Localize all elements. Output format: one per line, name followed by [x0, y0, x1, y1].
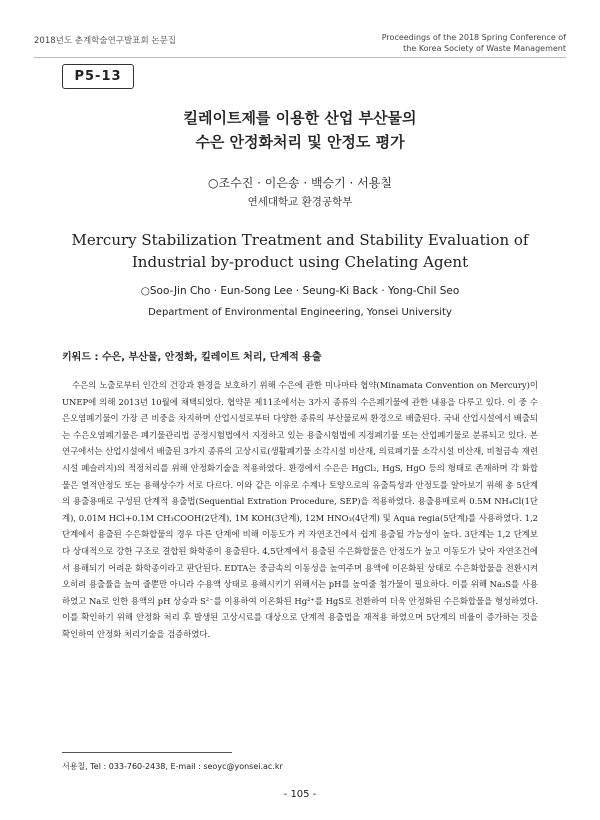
header-divider	[34, 57, 566, 58]
running-header-right	[326, 32, 566, 54]
english-title	[0, 229, 600, 273]
korean-affiliation: 연세대학교 환경공학부	[247, 196, 353, 208]
footnote-divider	[62, 752, 232, 753]
running-header-left: 2018년도 춘계학술연구발표회 논문집	[34, 36, 176, 46]
page-number: - 105 -	[283, 789, 317, 800]
korean-title	[0, 106, 600, 154]
running-header-right-line2: the Korea Society of Waste Management	[403, 44, 566, 53]
korean-authors: ○조수진 · 이은송 · 백승기 · 서용칠	[208, 176, 392, 190]
english-affiliation: Department of Environmental Engineering, Yonsei University	[148, 307, 452, 318]
abstract-paragraph: 수은의 노출로부터 인간의 건강과 환경을 보호하기 위해 수은에 관한 미나마타 협약(Minamata Convention on Mercury)이 UNEP에 의해 2013년 10월에 채택되었다. 협약문 제11조에서는 3가지 종류의 수은폐기물에 관한 내용을 다루고 있다. 이 중 수은오염폐기물이 가장 큰 비중을 차지하며 산업시설로부터 다양한 종류의 부산물로써 환경으로 배출된다. 국내 산업시설에서 배출되는 수은오염폐기물은 폐기물관리법 공정시험법에서 지정하고 있는 용출시험법에 지정폐기물 또는 산업폐기물로 분류되고 있다. 본 연구에서는 산업시설에서 배출된 3가지 종류의 고상시료(생활폐기물 소각시설 비산재, 의료폐기물 소각시설 비산재, 비철금속 재련시설 폐슬러지)의 적정처리를 위해 안정화기술을 적용하였다. 환경에서 수은은 HgCl₂, HgS, HgO 등의 형태로 존재하며 각 화합물은 열적안정도 또는 용해상수가 서로 다르다. 이와 같은 이유로 수계나 토양으로의 유출특성과 안정도를 알아보기 위해 총 5단계의 용출용매로 구성된 단계적 용출법(Sequential Extration Procedure, SEP)을 적용하였다. 용출용매로써 0.5M NH₄Cl(1단계), 0.01M HCl+0.1M CH₃COOH(2단계), 1M KOH(3단계), 12M HNO₃(4단계) 및 Aqua regia(5단계)를 사용하였다. 1,2단계에서 용출된 수은화합물의 경우 다른 단계에 비해 이동도가 커 자연조건에서 쉽게 용출될 가능성이 높다. 3단계는 1,2 단계보다 상대적으로 강한 구조로 결합된 화학종이 용출된다. 4,5단계에서 용출된 수은화합물은 안정도가 높고 이동도가 낮아 자연조건에서 용해되기 어려운 화학종이라고 판단된다. EDTA는 중금속의 이동성을 높여주며 용액에 이온화된 상태로 수은화합물을 전환시켜 오히려 용출률을 높여 줄뿐만 아니라 수용액 상태로 용해시키기 위해서는 pH를 높여줄 첨가물이 필요하다. 이를 위해 Na₂S를 사용하였고 Na로 인한 용액의 pH 상승과 S²⁻를 이용하여 이온화된 Hg²⁺를 HgS로 전환하여 더욱 안정화된 수은화합물을 형성하였다. 이를 확인하기 위해 안정화 처리 후 발생된 고상시료를 대상으로 단계적 용출법을 재적용 하였으며 5단계의 비율이 증가하는 것을 확인하여 안정화 처리기술을 검증하였다.	[62, 380, 538, 639]
english-authors: ○Soo-Jin Cho · Eun-Song Lee · Seung-Ki Back · Yong-Chil Seo	[140, 285, 460, 297]
abstract-body	[62, 377, 538, 643]
running-header-right-line1: Proceedings of the 2018 Spring Conference of	[381, 33, 566, 42]
keywords: 키워드 : 수은, 부산물, 안정화, 킬레이트 처리, 단계적 용출	[62, 352, 322, 363]
korean-title-line1: 킬레이트제를 이용한 산업 부산물의	[183, 109, 417, 127]
english-title-line2: Industrial by-product using Chelating Agent	[131, 253, 469, 271]
english-title-line1: Mercury Stabilization Treatment and Stability Evaluation of	[71, 231, 529, 249]
korean-title-line2: 수은 안정화처리 및 안정도 평가	[195, 133, 405, 151]
corresponding-author-footnote: 서용칠, Tel : 033-760-2438, E-mail : seoyc@yonsei.ac.kr	[62, 762, 283, 771]
paper-id-badge: P5-13	[62, 64, 134, 89]
